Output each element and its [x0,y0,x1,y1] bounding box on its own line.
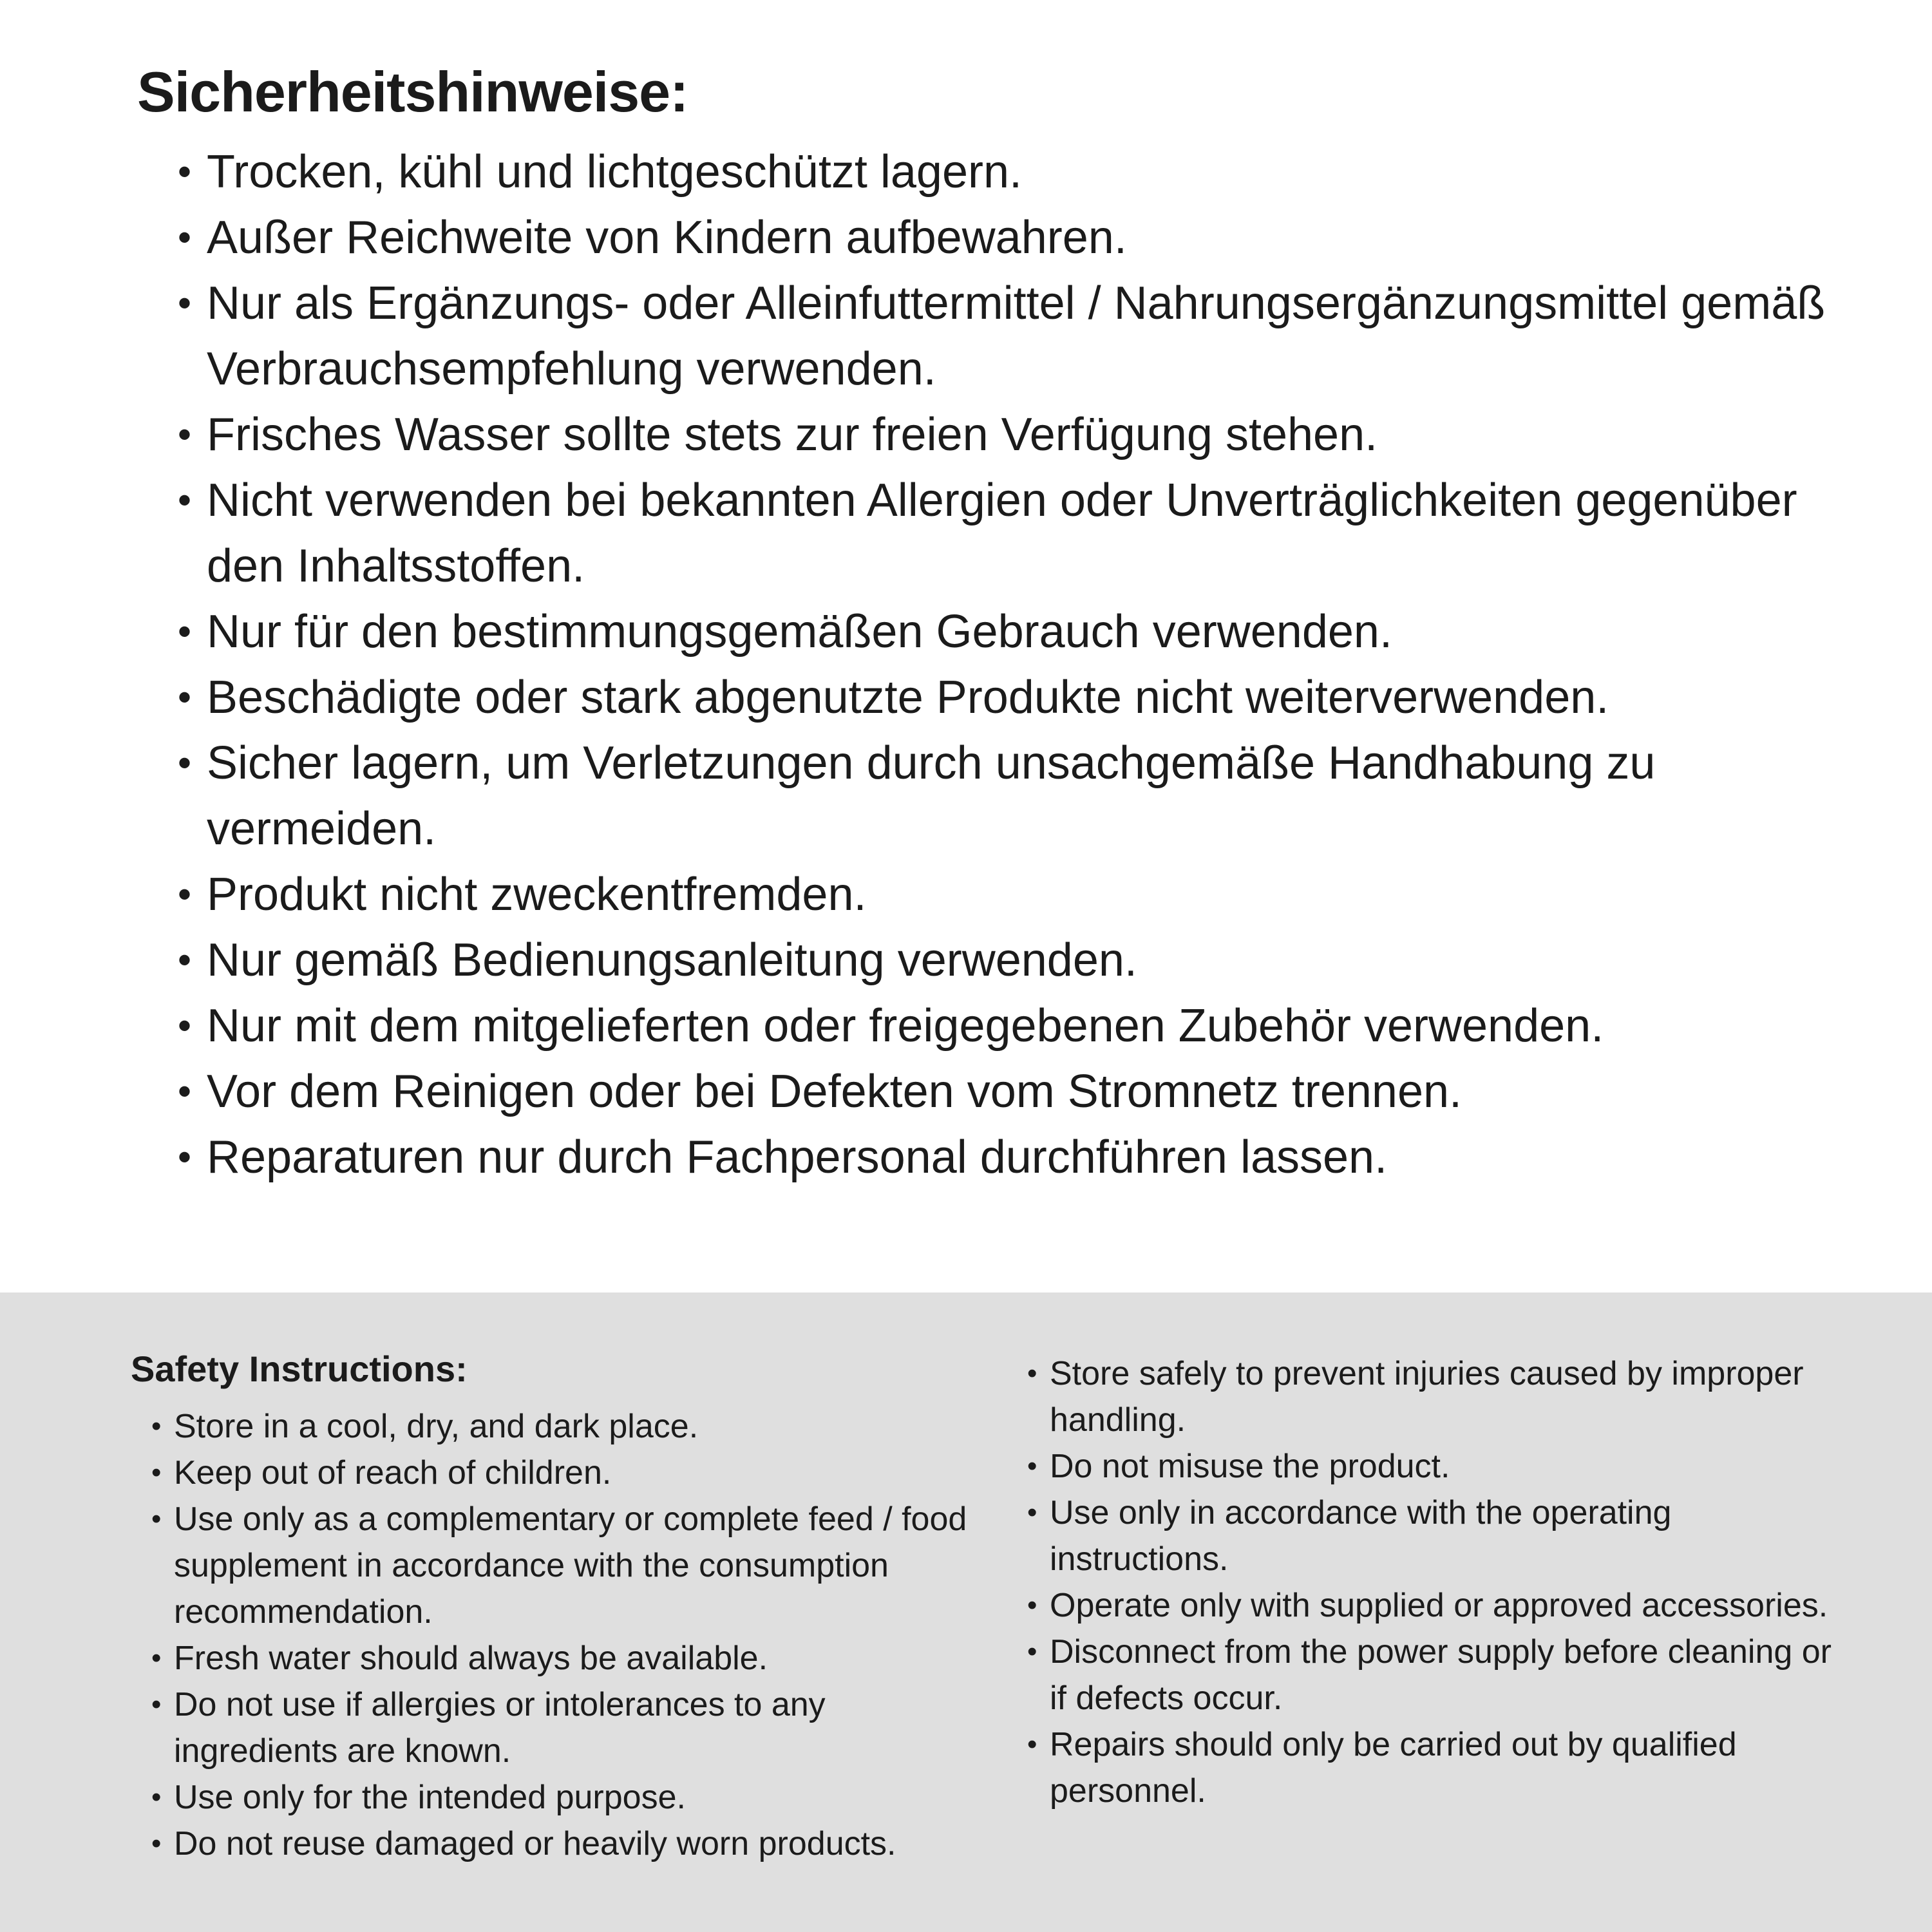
list-item [1027,1721,1855,1814]
bullet-icon: • [151,1781,162,1813]
list-item-text: Disconnect from the power supply before cleaning or if defects occur. [1050,1633,1832,1717]
list-item-text: Produkt nicht zweckentfremden. [207,869,867,920]
list-item [178,665,1884,730]
list-item [178,1059,1884,1124]
bullet-icon: • [178,610,192,653]
bullet-icon: • [178,938,192,981]
bullet-icon: • [178,1135,192,1179]
bullet-icon: • [1027,1636,1037,1667]
list-item [1027,1629,1855,1721]
english-section [0,1293,1932,1932]
bullet-icon: • [151,1457,162,1488]
list-item-text: Vor dem Reinigen oder bei Defekten vom Stromnetz trennen. [207,1066,1463,1117]
list-item-text: Nur gemäß Bedienungsanleitung verwenden. [207,934,1137,986]
bullet-icon: • [1027,1589,1037,1621]
bullet-icon: • [178,676,192,719]
bullet-icon: • [151,1828,162,1859]
english-title: Safety Instructions: [131,1349,468,1389]
list-item-text: Außer Reichweite von Kindern aufbewahren. [207,212,1127,263]
bullet-icon: • [151,1642,162,1674]
list-item-text: Store safely to prevent injuries caused by improper handling. [1050,1355,1804,1439]
german-title: Sicherheitshinweise: [137,60,688,124]
list-item [151,1496,969,1635]
list-item-text: Do not reuse damaged or heavily worn products. [174,1825,896,1862]
bullet-icon: • [151,1503,162,1535]
list-item-text: Operate only with supplied or approved accessories. [1050,1587,1828,1624]
bullet-icon: • [1027,1358,1037,1389]
bullet-icon: • [1027,1728,1037,1760]
list-item [178,730,1884,862]
list-item-text: Trocken, kühl und lichtgeschützt lagern. [207,146,1023,198]
list-item [178,862,1884,927]
list-item-text: Nur für den bestimmungsgemäßen Gebrauch verwenden. [207,606,1392,658]
list-item [1027,1582,1855,1629]
german-instructions-list [178,139,1884,1190]
list-item-text: Do not misuse the product. [1050,1448,1450,1485]
list-item-text: Beschädigte oder stark abgenutzte Produkte nicht weiterverwenden. [207,672,1609,723]
bullet-icon: • [1027,1450,1037,1482]
bullet-icon: • [178,1070,192,1113]
bullet-icon: • [178,478,192,522]
bullet-icon: • [178,413,192,456]
list-item [178,927,1884,993]
bullet-icon: • [178,150,192,193]
bullet-icon: • [1027,1497,1037,1528]
bullet-icon: • [178,873,192,916]
list-item [151,1681,969,1774]
list-item-text: Repairs should only be carried out by qualified personnel. [1050,1726,1737,1810]
english-instructions-list-left [151,1403,969,1867]
list-item [178,205,1884,270]
list-item [151,1821,969,1867]
list-item-text: Reparaturen nur durch Fachpersonal durchführen lassen. [207,1132,1388,1183]
list-item-text: Use only in accordance with the operating instructions. [1050,1494,1672,1578]
list-item-text: Keep out of reach of children. [174,1454,612,1492]
list-item [178,599,1884,665]
list-item [178,402,1884,468]
list-item-text: Store in a cool, dry, and dark place. [174,1408,699,1445]
list-item-text: Use only as a complementary or complete feed / food supplement in accordance with the consumption recommendation. [174,1501,967,1631]
list-item [178,139,1884,205]
list-item [178,270,1884,402]
list-item [151,1403,969,1450]
list-item-text: Nur mit dem mitgelieferten oder freigegebenen Zubehör verwenden. [207,1000,1604,1052]
list-item-text: Fresh water should always be available. [174,1640,768,1677]
bullet-icon: • [178,1004,192,1047]
list-item-text: Nicht verwenden bei bekannten Allergien oder Unverträglichkeiten gegenüber den Inhaltsstoffen. [207,475,1797,592]
bullet-icon: • [178,281,192,325]
list-item [151,1450,969,1496]
bullet-icon: • [151,1689,162,1720]
list-item [1027,1443,1855,1490]
list-item [178,1124,1884,1190]
list-item [1027,1350,1855,1443]
list-item [178,993,1884,1059]
list-item [1027,1490,1855,1582]
list-item [151,1635,969,1681]
list-item-text: Sicher lagern, um Verletzungen durch unsachgemäße Handhabung zu vermeiden. [207,737,1656,855]
list-item-text: Use only for the intended purpose. [174,1779,686,1816]
bullet-icon: • [178,741,192,784]
english-instructions-list-right [1027,1350,1855,1814]
list-item-text: Nur als Ergänzungs- oder Alleinfuttermittel / Nahrungsergänzungsmittel gemäß Verbrauchsempfehlung verwenden. [207,278,1826,395]
bullet-icon: • [151,1410,162,1442]
list-item-text: Frisches Wasser sollte stets zur freien Verfügung stehen. [207,409,1378,460]
list-item [151,1774,969,1821]
list-item-text: Do not use if allergies or intolerances to any ingredients are known. [174,1686,826,1770]
list-item [178,468,1884,599]
bullet-icon: • [178,216,192,259]
